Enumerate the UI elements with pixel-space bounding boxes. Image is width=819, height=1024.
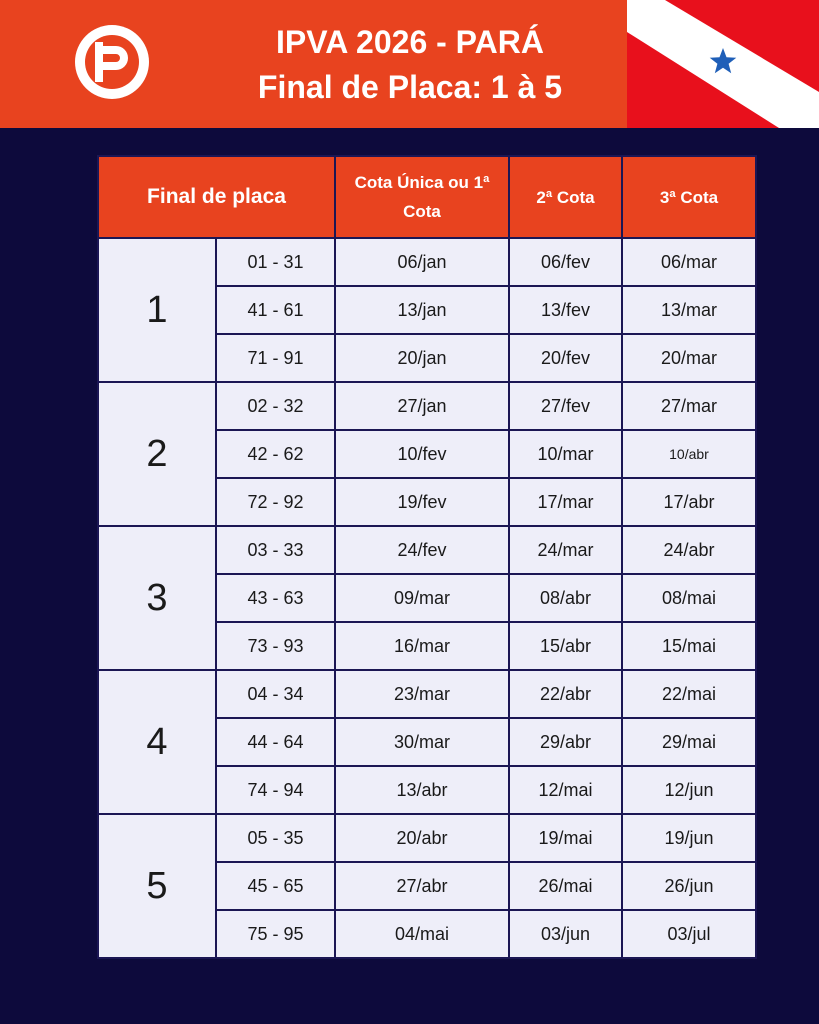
plate-final-group: 1 bbox=[98, 238, 216, 382]
table-row bbox=[98, 670, 756, 718]
cota-3-date: 10/abr bbox=[622, 430, 756, 478]
cota-3-date: 06/mar bbox=[622, 238, 756, 286]
table-row bbox=[98, 814, 756, 862]
header-banner bbox=[0, 0, 819, 128]
cota-3-date: 19/jun bbox=[622, 814, 756, 862]
cota-3-date: 12/jun bbox=[622, 766, 756, 814]
plate-range-cell: 72 - 92 bbox=[216, 478, 335, 526]
plate-final-group: 2 bbox=[98, 382, 216, 526]
cota-2-date: 17/mar bbox=[509, 478, 622, 526]
plate-range-cell: 42 - 62 bbox=[216, 430, 335, 478]
header-cota-3: 3ª Cota bbox=[622, 156, 756, 238]
cota-2-date: 03/jun bbox=[509, 910, 622, 958]
cota-unica-date: 13/abr bbox=[335, 766, 509, 814]
page-title: IPVA 2026 - PARÁ bbox=[276, 24, 544, 60]
cota-3-date: 17/abr bbox=[622, 478, 756, 526]
cota-2-date: 19/mai bbox=[509, 814, 622, 862]
ipva-schedule-table bbox=[97, 155, 757, 959]
header-cota-2: 2ª Cota bbox=[509, 156, 622, 238]
cota-2-date: 20/fev bbox=[509, 334, 622, 382]
cota-3-date: 15/mai bbox=[622, 622, 756, 670]
cota-2-date: 22/abr bbox=[509, 670, 622, 718]
table-row bbox=[98, 382, 756, 430]
header-cota-unica: Cota Única ou 1ª Cota bbox=[335, 156, 509, 238]
plate-range-cell: 75 - 95 bbox=[216, 910, 335, 958]
cota-3-date: 08/mai bbox=[622, 574, 756, 622]
table-row bbox=[98, 526, 756, 574]
plate-range-cell: 01 - 31 bbox=[216, 238, 335, 286]
cota-3-date: 13/mar bbox=[622, 286, 756, 334]
page-subtitle: Final de Placa: 1 à 5 bbox=[257, 69, 563, 105]
cota-3-date: 27/mar bbox=[622, 382, 756, 430]
plate-range-cell: 43 - 63 bbox=[216, 574, 335, 622]
para-flag-icon bbox=[627, 0, 819, 128]
cota-2-date: 29/abr bbox=[509, 718, 622, 766]
cota-unica-date: 30/mar bbox=[335, 718, 509, 766]
cota-3-date: 26/jun bbox=[622, 862, 756, 910]
plate-range-cell: 04 - 34 bbox=[216, 670, 335, 718]
cota-unica-date: 16/mar bbox=[335, 622, 509, 670]
cota-unica-date: 27/jan bbox=[335, 382, 509, 430]
cota-unica-date: 09/mar bbox=[335, 574, 509, 622]
plate-range-cell: 73 - 93 bbox=[216, 622, 335, 670]
plate-final-group: 5 bbox=[98, 814, 216, 958]
plate-final-group: 3 bbox=[98, 526, 216, 670]
cota-unica-date: 20/abr bbox=[335, 814, 509, 862]
plate-range-cell: 44 - 64 bbox=[216, 718, 335, 766]
header-final-de-placa: Final de placa bbox=[98, 156, 335, 238]
cota-unica-date: 24/fev bbox=[335, 526, 509, 574]
cota-unica-date: 20/jan bbox=[335, 334, 509, 382]
plate-range-cell: 02 - 32 bbox=[216, 382, 335, 430]
cota-3-date: 20/mar bbox=[622, 334, 756, 382]
table-row bbox=[98, 238, 756, 286]
cota-3-date: 22/mai bbox=[622, 670, 756, 718]
cota-unica-date: 10/fev bbox=[335, 430, 509, 478]
cota-2-date: 24/mar bbox=[509, 526, 622, 574]
plate-range-cell: 41 - 61 bbox=[216, 286, 335, 334]
cota-unica-date: 19/fev bbox=[335, 478, 509, 526]
cota-3-date: 03/jul bbox=[622, 910, 756, 958]
cota-unica-date: 13/jan bbox=[335, 286, 509, 334]
cota-2-date: 13/fev bbox=[509, 286, 622, 334]
cota-2-date: 10/mar bbox=[509, 430, 622, 478]
cota-2-date: 08/abr bbox=[509, 574, 622, 622]
cota-2-date: 12/mai bbox=[509, 766, 622, 814]
plate-range-cell: 03 - 33 bbox=[216, 526, 335, 574]
cota-2-date: 06/fev bbox=[509, 238, 622, 286]
cota-3-date: 24/abr bbox=[622, 526, 756, 574]
plate-range-cell: 45 - 65 bbox=[216, 862, 335, 910]
plate-range-cell: 05 - 35 bbox=[216, 814, 335, 862]
cota-unica-date: 04/mai bbox=[335, 910, 509, 958]
plate-range-cell: 74 - 94 bbox=[216, 766, 335, 814]
table-body bbox=[98, 238, 756, 958]
cota-unica-date: 23/mar bbox=[335, 670, 509, 718]
cota-unica-date: 06/jan bbox=[335, 238, 509, 286]
plate-final-group: 4 bbox=[98, 670, 216, 814]
cota-3-date: 29/mai bbox=[622, 718, 756, 766]
cota-unica-date: 27/abr bbox=[335, 862, 509, 910]
cota-2-date: 15/abr bbox=[509, 622, 622, 670]
plate-range-cell: 71 - 91 bbox=[216, 334, 335, 382]
cota-2-date: 27/fev bbox=[509, 382, 622, 430]
brand-logo-icon bbox=[72, 22, 152, 102]
cota-2-date: 26/mai bbox=[509, 862, 622, 910]
